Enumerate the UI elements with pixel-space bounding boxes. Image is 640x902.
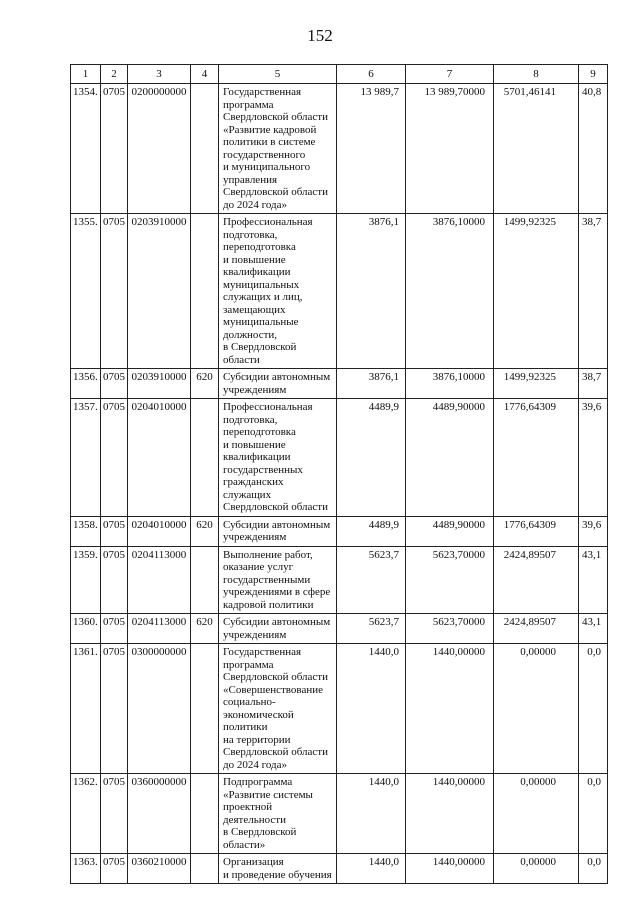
- expense-type: [191, 546, 219, 614]
- plan-amount: 5623,7: [337, 546, 406, 614]
- item-name: Подпрограмма «Развитие системы проектной деятельности в Свердловской области»: [219, 774, 337, 854]
- col-header: 6: [337, 65, 406, 84]
- percent: 39,6: [579, 399, 608, 517]
- target-code: 0300000000: [128, 644, 191, 774]
- section-code: 0705: [101, 546, 128, 614]
- table-row: [71, 854, 608, 884]
- target-code: 0203910000: [128, 369, 191, 399]
- item-name: Организация и проведение обучения: [219, 854, 337, 884]
- item-name: Профессиональная подготовка, переподготовка и повышение квалификации муниципальных служащих и лиц, замещающих муниципальные должности, в Свердловской области: [219, 214, 337, 369]
- specified-amount: 3876,10000: [406, 369, 494, 399]
- actual-amount: 1776,64309: [494, 399, 579, 517]
- expense-type: [191, 214, 219, 369]
- col-header: 8: [494, 65, 579, 84]
- specified-amount: 1440,00000: [406, 774, 494, 854]
- target-code: 0360210000: [128, 854, 191, 884]
- section-code: 0705: [101, 214, 128, 369]
- actual-amount: 1499,92325: [494, 214, 579, 369]
- row-number: 1355.: [71, 214, 101, 369]
- section-code: 0705: [101, 644, 128, 774]
- specified-amount: 3876,10000: [406, 214, 494, 369]
- percent: 0,0: [579, 854, 608, 884]
- table-row: [71, 516, 608, 546]
- percent: 43,1: [579, 546, 608, 614]
- section-code: 0705: [101, 84, 128, 214]
- row-number: 1363.: [71, 854, 101, 884]
- expense-type: 620: [191, 369, 219, 399]
- row-number: 1358.: [71, 516, 101, 546]
- item-name: Выполнение работ, оказание услуг государственными учреждениями в сфере кадровой политики: [219, 546, 337, 614]
- actual-amount: 1776,64309: [494, 516, 579, 546]
- row-number: 1362.: [71, 774, 101, 854]
- budget-table: [70, 64, 608, 884]
- item-name: Субсидии автономным учреждениям: [219, 369, 337, 399]
- actual-amount: 2424,89507: [494, 546, 579, 614]
- plan-amount: 1440,0: [337, 774, 406, 854]
- col-header: 4: [191, 65, 219, 84]
- col-header: 7: [406, 65, 494, 84]
- specified-amount: 4489,90000: [406, 516, 494, 546]
- section-code: 0705: [101, 614, 128, 644]
- percent: 40,8: [579, 84, 608, 214]
- actual-amount: 5701,46141: [494, 84, 579, 214]
- target-code: 0204010000: [128, 516, 191, 546]
- plan-amount: 1440,0: [337, 854, 406, 884]
- section-code: 0705: [101, 774, 128, 854]
- header-row: [71, 65, 608, 84]
- table-row: [71, 369, 608, 399]
- specified-amount: 4489,90000: [406, 399, 494, 517]
- row-number: 1357.: [71, 399, 101, 517]
- row-number: 1359.: [71, 546, 101, 614]
- col-header: 2: [101, 65, 128, 84]
- table-row: [71, 774, 608, 854]
- table-row: [71, 399, 608, 517]
- percent: 0,0: [579, 774, 608, 854]
- col-header: 3: [128, 65, 191, 84]
- item-name: Субсидии автономным учреждениям: [219, 614, 337, 644]
- percent: 43,1: [579, 614, 608, 644]
- row-number: 1360.: [71, 614, 101, 644]
- item-name: Государственная программа Свердловской области «Развитие кадровой политики в системе государственного и муниципального управления Свердловской области до 2024 года»: [219, 84, 337, 214]
- section-code: 0705: [101, 854, 128, 884]
- row-number: 1361.: [71, 644, 101, 774]
- col-header: 9: [579, 65, 608, 84]
- expense-type: [191, 84, 219, 214]
- actual-amount: 2424,89507: [494, 614, 579, 644]
- actual-amount: 0,00000: [494, 774, 579, 854]
- row-number: 1354.: [71, 84, 101, 214]
- actual-amount: 0,00000: [494, 644, 579, 774]
- page-number: 152: [307, 26, 333, 45]
- table-row: [71, 546, 608, 614]
- item-name: Субсидии автономным учреждениям: [219, 516, 337, 546]
- percent: 0,0: [579, 644, 608, 774]
- target-code: 0204113000: [128, 546, 191, 614]
- plan-amount: 5623,7: [337, 614, 406, 644]
- specified-amount: 1440,00000: [406, 854, 494, 884]
- percent: 39,6: [579, 516, 608, 546]
- plan-amount: 3876,1: [337, 369, 406, 399]
- section-code: 0705: [101, 369, 128, 399]
- table-row: [71, 84, 608, 214]
- row-number: 1356.: [71, 369, 101, 399]
- expense-type: 620: [191, 516, 219, 546]
- specified-amount: 5623,70000: [406, 546, 494, 614]
- col-header: 1: [71, 65, 101, 84]
- plan-amount: 4489,9: [337, 399, 406, 517]
- table-row: [71, 614, 608, 644]
- col-header: 5: [219, 65, 337, 84]
- specified-amount: 13 989,70000: [406, 84, 494, 214]
- percent: 38,7: [579, 369, 608, 399]
- target-code: 0203910000: [128, 214, 191, 369]
- specified-amount: 1440,00000: [406, 644, 494, 774]
- actual-amount: 1499,92325: [494, 369, 579, 399]
- item-name: Государственная программа Свердловской области «Совершенствование социально- экономической политики на территории Свердловской области до 2024 года»: [219, 644, 337, 774]
- target-code: 0204113000: [128, 614, 191, 644]
- section-code: 0705: [101, 516, 128, 546]
- expense-type: [191, 774, 219, 854]
- plan-amount: 13 989,7: [337, 84, 406, 214]
- expense-type: [191, 644, 219, 774]
- plan-amount: 1440,0: [337, 644, 406, 774]
- actual-amount: 0,00000: [494, 854, 579, 884]
- expense-type: [191, 854, 219, 884]
- target-code: 0204010000: [128, 399, 191, 517]
- table-row: [71, 214, 608, 369]
- percent: 38,7: [579, 214, 608, 369]
- target-code: 0360000000: [128, 774, 191, 854]
- expense-type: 620: [191, 614, 219, 644]
- specified-amount: 5623,70000: [406, 614, 494, 644]
- section-code: 0705: [101, 399, 128, 517]
- plan-amount: 3876,1: [337, 214, 406, 369]
- expense-type: [191, 399, 219, 517]
- target-code: 0200000000: [128, 84, 191, 214]
- table-row: [71, 644, 608, 774]
- item-name: Профессиональная подготовка, переподготовка и повышение квалификации государственных гражданских служащих Свердловской области: [219, 399, 337, 517]
- plan-amount: 4489,9: [337, 516, 406, 546]
